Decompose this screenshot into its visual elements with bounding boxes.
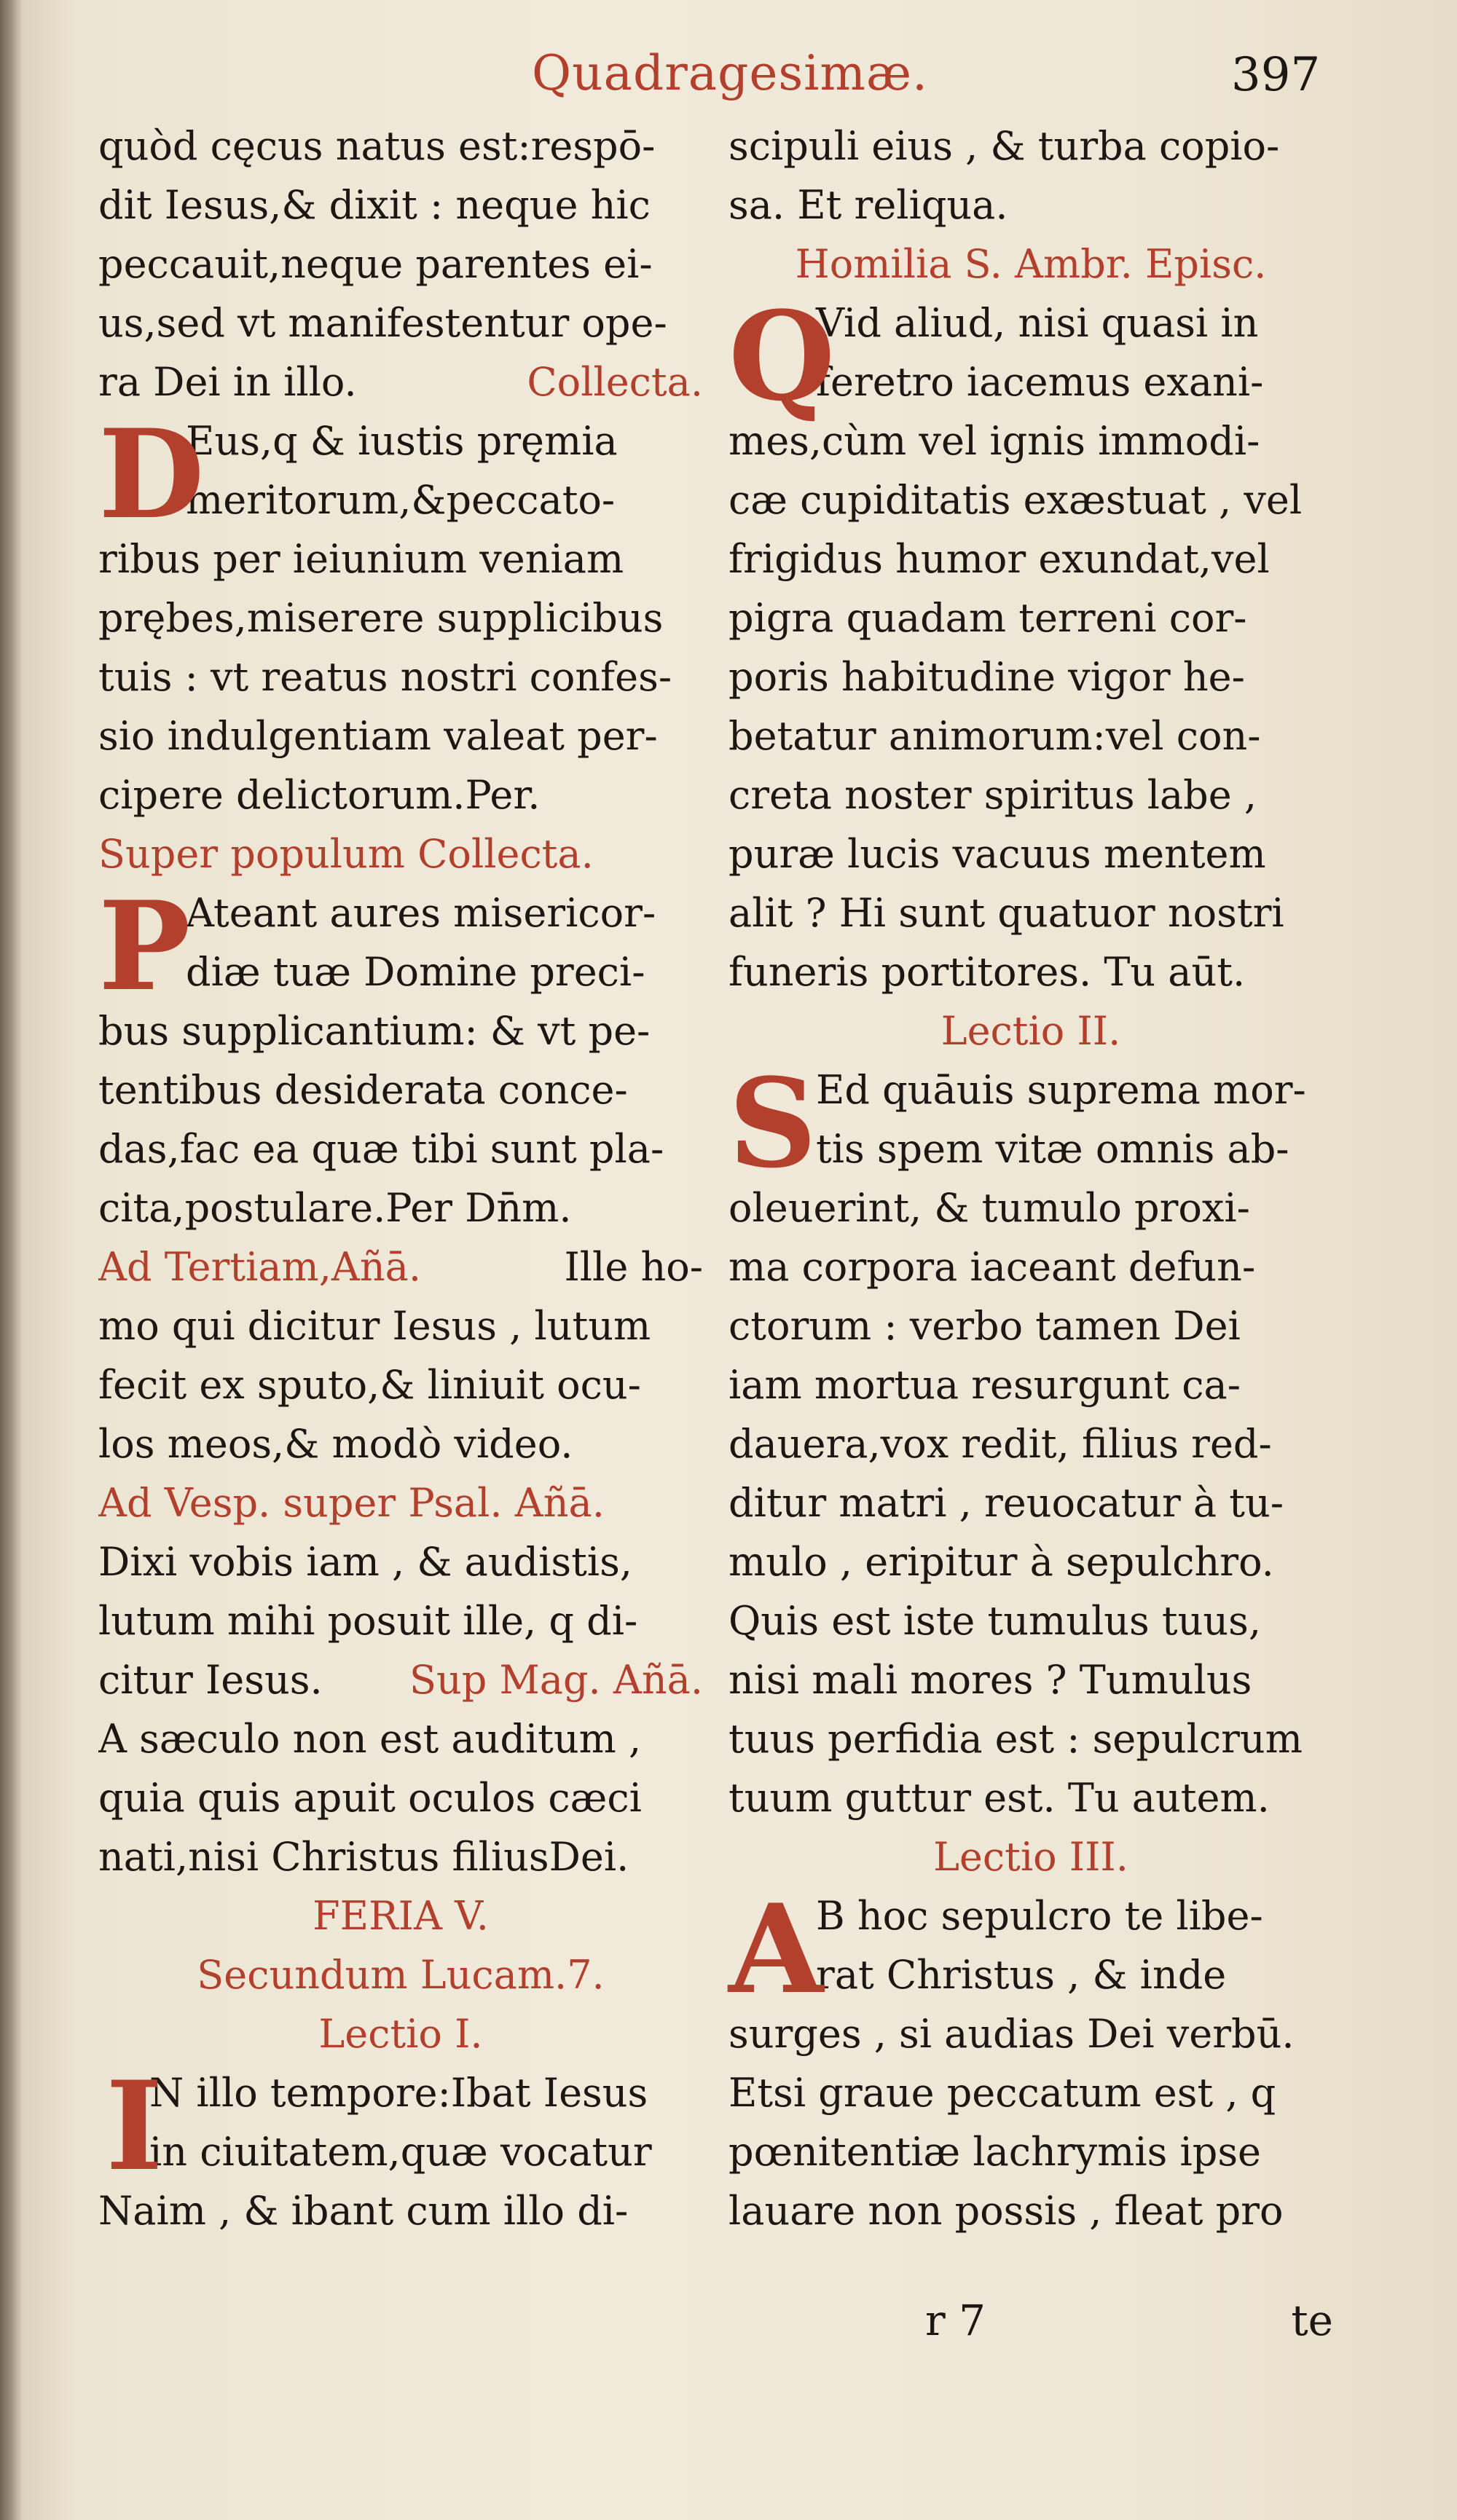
text-line: mo qui dicitur Iesus , lutum <box>98 1303 651 1349</box>
text-line: funeris portitores. Tu aūt. <box>728 949 1246 995</box>
text-line: nati,nisi Christus filiusDei. <box>98 1834 629 1880</box>
signature-mark: r 7 <box>925 2296 986 2345</box>
text-line: Quis est iste tumulus tuus, <box>728 1598 1262 1644</box>
text-line <box>98 1237 703 1296</box>
text-line: lauare non possis , fleat pro <box>728 2188 1284 2234</box>
text-line: ma corpora iaceant defun- <box>728 1244 1256 1290</box>
text-line: surges , si audias Dei verbū. <box>728 2011 1295 2057</box>
catchword: te <box>1291 2296 1333 2345</box>
text-line: ditur matri , reuocatur à tu- <box>728 1480 1284 1526</box>
text-line: rat Christus , & inde <box>816 1952 1227 1998</box>
lectio-heading: Lectio I. <box>318 2011 483 2057</box>
drop-cap: Q <box>728 284 836 428</box>
text-line: das,fac ea quæ tibi sunt pla- <box>98 1126 664 1172</box>
text-line: B hoc sepulcro te libe- <box>816 1893 1263 1939</box>
text-line: mes,cùm vel ignis immodi- <box>728 418 1260 464</box>
text-fragment: ra Dei in illo. <box>98 359 357 405</box>
lectio-heading: Lectio III. <box>933 1834 1128 1880</box>
text-line <box>98 1650 703 1709</box>
text-line: puræ lucis vacuus mentem <box>728 831 1266 877</box>
drop-cap: A <box>728 1877 824 2021</box>
lectio-1-paragraph <box>98 2054 703 2240</box>
text-line: cita,postulare.Per Dn̄m. <box>98 1185 572 1231</box>
text-line: tuus perfidia est : sepulcrum <box>728 1716 1303 1762</box>
drop-cap: D <box>98 402 205 546</box>
text-line: tuum guttur est. Tu autem. <box>728 1775 1270 1821</box>
text-line: sio indulgentiam valeat per- <box>98 713 658 759</box>
text-line: oleuerint, & tumulo proxi- <box>728 1185 1250 1231</box>
text-line: us,sed vt manifestentur ope- <box>98 300 667 346</box>
collecta-label: Collecta. <box>527 359 703 405</box>
text-line: Eus,q & iustis pręmia <box>186 418 618 464</box>
text-line: peccauit,neque parentes ei- <box>98 241 653 287</box>
text-line: in ciuitatem,quæ vocatur <box>149 2129 652 2175</box>
binding-gutter <box>0 0 22 2520</box>
text-fragment: Ille ho- <box>564 1244 703 1290</box>
text-line: betatur animorum:vel con- <box>728 713 1261 759</box>
text-line: ribus per ieiunium veniam <box>98 536 624 582</box>
text-line: creta noster spiritus labe , <box>728 772 1257 818</box>
text-line: tis spem vitæ omnis ab- <box>816 1126 1289 1172</box>
lectio-2-paragraph <box>728 1051 1333 1827</box>
section-heading: Super populum Collecta. <box>98 831 594 877</box>
text-line: A sæculo non est auditum , <box>98 1716 642 1762</box>
text-line: pœnitentiæ lachrymis ipse <box>728 2129 1262 2175</box>
text-line: Ed quāuis suprema mor- <box>816 1067 1306 1113</box>
running-title: Quadragesimæ. <box>532 45 928 101</box>
super-populum-paragraph <box>98 874 703 1237</box>
text-line: iam mortua resurgunt ca- <box>728 1362 1241 1408</box>
text-line: quia quis apuit oculos cæci <box>98 1775 642 1821</box>
text-line: N illo tempore:Ibat Iesus <box>149 2070 648 2116</box>
page-number: 397 <box>1231 48 1321 102</box>
text-line: bus supplicantium: & vt pe- <box>98 1008 651 1054</box>
drop-cap: S <box>728 1051 817 1195</box>
antiphon-label: Ad Vesp. super Psal. Añā. <box>98 1480 605 1526</box>
text-line: dit Iesus,& dixit : neque hic <box>98 182 651 228</box>
homilia-heading: Homilia S. Ambr. Episc. <box>795 241 1267 287</box>
text-line: quòd cęcus natus est:respō- <box>98 123 656 169</box>
text-line: mulo , eripitur à sepulchro. <box>728 1539 1274 1585</box>
text-line: Vid aliud, nisi quasi in <box>816 300 1259 346</box>
text-line: los meos,& modò video. <box>98 1421 573 1467</box>
text-line: scipuli eius , & turba copio- <box>728 123 1280 169</box>
text-line: Naim , & ibant cum illo di- <box>98 2188 629 2234</box>
text-line: tentibus desiderata conce- <box>98 1067 628 1113</box>
text-line: nisi mali mores ? Tumulus <box>728 1657 1252 1703</box>
text-line: fecit ex sputo,& liniuit ocu- <box>98 1362 641 1408</box>
text-line: tuis : vt reatus nostri confes- <box>98 654 672 700</box>
antiphon-label: Ad Tertiam,Añā. <box>98 1244 421 1290</box>
text-line: prębes,miserere supplicibus <box>98 595 664 641</box>
page-footer <box>925 2296 1333 2345</box>
right-column <box>728 117 1333 2240</box>
text-line: diæ tuæ Domine preci- <box>186 949 645 995</box>
text-line: dauera,vox redit, filius red- <box>728 1421 1272 1467</box>
collecta-paragraph <box>98 402 703 824</box>
text-line: Etsi graue peccatum est , q <box>728 2070 1276 2116</box>
feria-heading: FERIA V. <box>313 1893 489 1939</box>
text-line: pigra quadam terreni cor- <box>728 595 1247 641</box>
text-fragment: citur Iesus. <box>98 1657 323 1703</box>
text-line: Ateant aures misericor- <box>186 890 656 936</box>
text-line: frigidus humor exundat,vel <box>728 536 1270 582</box>
text-line: cipere delictorum.Per. <box>98 772 541 818</box>
lectio-3-paragraph <box>728 1877 1333 2240</box>
text-line: lutum mihi posuit ille, q di- <box>98 1598 638 1644</box>
text-line: feretro iacemus exani- <box>816 359 1264 405</box>
homilia-paragraph <box>728 284 1333 1001</box>
lectio-heading: Lectio II. <box>940 1008 1121 1054</box>
left-column <box>98 117 703 2240</box>
text-line: poris habitudine vigor he- <box>728 654 1245 700</box>
text-line: sa. Et reliqua. <box>728 182 1008 228</box>
drop-cap: I <box>106 2054 163 2198</box>
text-line: meritorum,&peccato- <box>186 477 616 523</box>
text-line: ctorum : verbo tamen Dei <box>728 1303 1241 1349</box>
text-line: alit ? Hi sunt quatuor nostri <box>728 890 1284 936</box>
text-line: cæ cupiditatis exæstuat , vel <box>728 477 1303 523</box>
gospel-heading: Secundum Lucam.7. <box>197 1952 605 1998</box>
antiphon-label: Sup Mag. Añā. <box>409 1657 703 1703</box>
text-line: Dixi vobis iam , & audistis, <box>98 1539 632 1585</box>
drop-cap: P <box>98 874 191 1018</box>
